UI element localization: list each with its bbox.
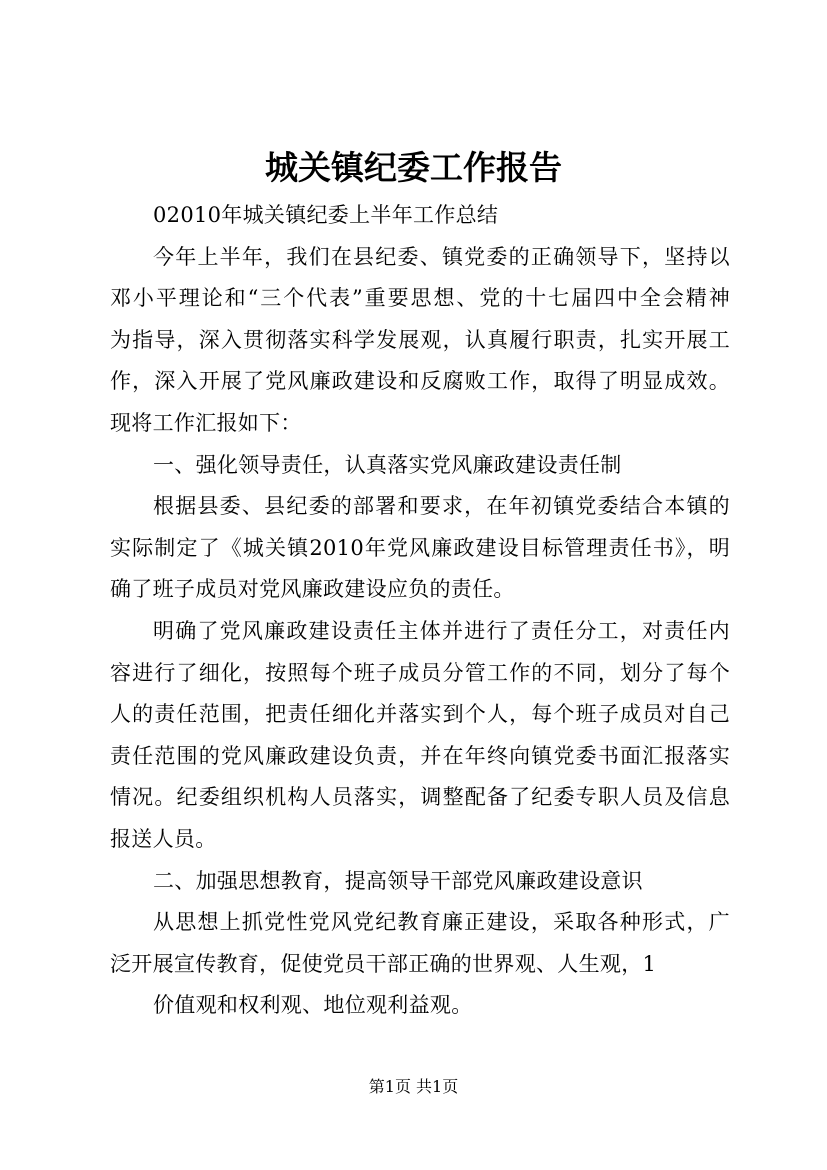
paragraph-line: 泛开展宣传教育，促使党员干部正确的世界观、人生观，1 <box>110 951 657 976</box>
paragraph-line: 情况。纪委组织机构人员落实，调整配备了纪委专职人员及信息 <box>110 785 730 810</box>
subtitle-line: 02010年城关镇纪委上半年工作总结 <box>153 203 499 227</box>
document-title: 城关镇纪委工作报告 <box>265 148 562 187</box>
paragraph-line: 从思想上抓党性党风党纪教育廉正建设，采取各种形式，广 <box>153 910 730 935</box>
paragraph-line: 价值观和权利观、地位观利益观。 <box>153 993 473 1018</box>
paragraph-line: 明确了党风廉政建设责任主体并进行了责任分工，对责任内 <box>153 618 730 643</box>
paragraph-line: 作，深入开展了党风廉政建设和反腐败工作，取得了明显成效。 <box>110 369 730 394</box>
page-footer: 第1页 共1页 <box>368 1077 459 1096</box>
section-heading: 一、强化领导责任，认真落实党风廉政建设责任制 <box>153 452 622 477</box>
paragraph-line: 根据县委、县纪委的部署和要求，在年初镇党委结合本镇的 <box>153 494 730 519</box>
paragraph-line: 人的责任范围，把责任细化并落实到个人，每个班子成员对自己 <box>110 702 730 727</box>
paragraph-line: 确了班子成员对党风廉政建设应负的责任。 <box>110 577 515 602</box>
paragraph-line: 现将工作汇报如下： <box>110 410 302 435</box>
document-body <box>110 195 730 1027</box>
paragraph-line: 实际制定了《城关镇2010年党风廉政建设目标管理责任书》，明 <box>110 535 730 560</box>
section-heading: 二、加强思想教育，提高领导干部党风廉政建设意识 <box>153 868 643 893</box>
paragraph-line: 为指导，深入贯彻落实科学发展观，认真履行职责，扎实开展工 <box>110 327 730 352</box>
paragraph-line: 责任范围的党风廉政建设负责，并在年终向镇党委书面汇报落实 <box>110 743 730 768</box>
paragraph-line: 容进行了细化，按照每个班子成员分管工作的不同，划分了每个 <box>110 660 730 685</box>
paragraph-line: 报送人员。 <box>110 826 217 851</box>
paragraph-line: 邓小平理论和“三个代表”重要思想、党的十七届四中全会精神 <box>110 286 730 311</box>
paragraph-line: 今年上半年，我们在县纪委、镇党委的正确领导下，坚持以 <box>153 244 730 269</box>
